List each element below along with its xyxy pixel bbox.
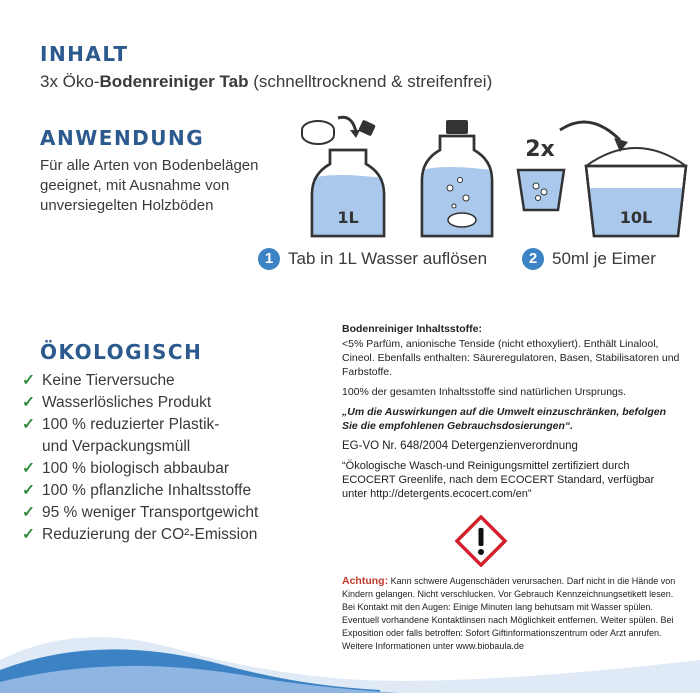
bottle-2-icon	[422, 120, 492, 236]
ghs-exclamation-icon	[455, 515, 507, 567]
pour-arrow-icon	[560, 122, 620, 140]
arrow-icon	[338, 117, 356, 132]
warning-label: Achtung:	[342, 575, 389, 587]
regulation-text: EG-VO Nr. 648/2004 Detergenzienverordnung	[342, 440, 578, 452]
bucket-label: 10L	[619, 208, 653, 227]
check-icon: ✓	[22, 416, 35, 433]
check-icon: ✓	[22, 504, 35, 521]
multiplier-label: 2x	[525, 137, 555, 162]
oekologisch-heading: ÖKOLOGISCH	[40, 340, 203, 364]
list-item: ✓ 100 % pflanzliche Inhaltsstoffe	[22, 480, 258, 502]
inhalt-heading: INHALT	[40, 42, 129, 66]
step-2-number: 2	[522, 248, 544, 270]
more-info-text: Weitere Informationen unter www.biobaula.de	[342, 641, 524, 651]
check-icon: ✓	[22, 372, 35, 389]
anwendung-heading: ANWENDUNG	[40, 126, 205, 150]
bottle-1-label: 1L	[337, 208, 359, 227]
bottle-cap-icon	[358, 120, 376, 137]
ingredients-block	[342, 322, 682, 507]
inhalt-suffix: (schnelltrocknend & streifenfrei)	[248, 72, 493, 91]
step-2-text: 50ml je Eimer	[552, 249, 656, 268]
step-1	[258, 248, 487, 270]
step-1-text: Tab in 1L Wasser auflösen	[288, 249, 488, 268]
ingredients-text: <5% Parfüm, anionische Tenside (nicht ethoxyliert). Enthält Linalool, Cineol. Ebenfalls enthalten: Säureregulatoren, Basen, Stabilisatoren und Farbstoffe.	[342, 338, 680, 378]
step-2	[522, 248, 656, 270]
list-item: ✓ 100 % reduzierter Plastik- und Verpackungsmüll	[22, 414, 258, 458]
inhalt-prefix: 3x Öko-	[40, 72, 100, 91]
list-item: ✓ 100 % biologisch abbaubar	[22, 458, 258, 480]
measuring-cup-icon	[518, 170, 564, 210]
wave-decoration	[0, 620, 700, 693]
check-icon: ✓	[22, 526, 35, 543]
anwendung-text: Für alle Arten von Bodenbelägen geeignet, mit Ausnahme von unversiegelten Holzböden	[40, 157, 259, 214]
inhalt-product: Bodenreiniger Tab	[99, 72, 249, 91]
oekologisch-list	[22, 370, 258, 546]
certification-text: “Ökologische Wasch-und Reinigungsmittel zertifiziert durch ECOCERT Greenlife, nach dem ECOCERT Standard, verfügbar unter http://detergents.ecocert.com/en”	[342, 460, 655, 500]
check-icon: ✓	[22, 394, 35, 411]
warning-text: Kann schwere Augenschäden verursachen. Darf nicht in die Hände von Kindern gelangen. Nicht verschlucken. Vor Gebrauch Kennzeichnungsetikett lesen. Bei Kontakt mit den Augen: Einige Minuten lang behutsam mit Wasser spülen. Eventuell vorhandene Kontaktlinsen nach Möglichkeit entfernen. Weiter spülen. Bei Exposition oder falls betroffen: Sofort Giftinformationszentrum oder Arzt anrufen.	[342, 576, 676, 638]
inhalt-line	[40, 72, 492, 92]
usage-illustration	[290, 108, 690, 243]
list-item: ✓ Wasserlösliches Produkt	[22, 392, 258, 414]
step-1-number: 1	[258, 248, 280, 270]
list-item: ✓ Reduzierung der CO²-Emission	[22, 524, 258, 546]
tab-icon	[302, 121, 334, 144]
list-item: ✓ Keine Tierversuche	[22, 370, 258, 392]
list-item: ✓ 95 % weniger Transportgewicht	[22, 502, 258, 524]
check-icon: ✓	[22, 460, 35, 477]
dosage-quote: „Um die Auswirkungen auf die Umwelt einzuschränken, befolgen Sie die empfohlenen Gebrauchsdosierungen“.	[342, 406, 666, 432]
check-icon: ✓	[22, 482, 35, 499]
ingredients-title: Bodenreiniger Inhaltsstoffe:	[342, 323, 483, 335]
natural-origin-text: 100% der gesamten Inhaltsstoffe sind natürlichen Ursprungs.	[342, 386, 627, 398]
